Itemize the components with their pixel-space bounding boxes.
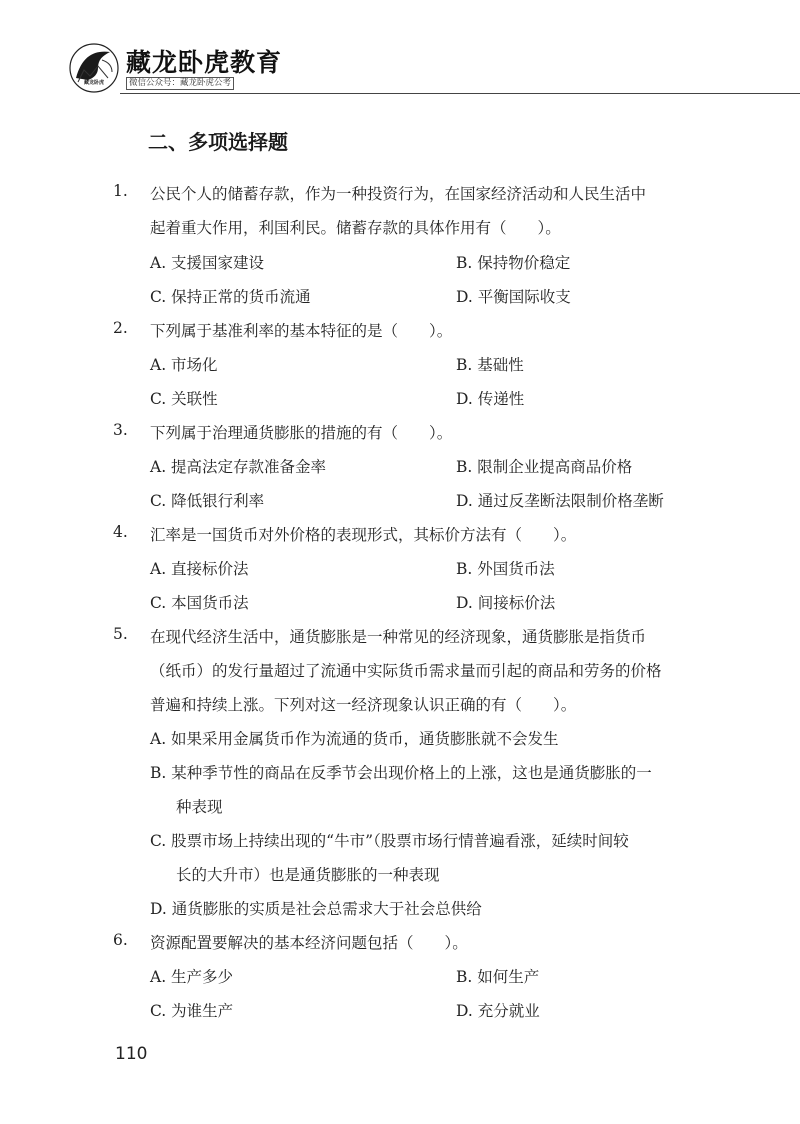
page-number: 110 [115,1044,148,1064]
question-number: 5. [113,625,128,643]
question-text-line: 起着重大作用，利国利民。储蓄存款的具体作用有（ ）。 [150,219,561,237]
option-b: B. 外国货币法 [456,560,555,578]
question-number: 3. [113,421,128,439]
question-text-line: 普遍和持续上涨。下列对这一经济现象认识正确的有（ ）。 [150,696,577,714]
option-a: A. 市场化 [150,356,218,374]
option-a: A. 生产多少 [150,968,234,986]
option-c: C. 股票市场上持续出现的“牛市”（股票市场行情普遍看涨，延续时间较 [150,832,629,850]
option-d: D. 通过反垄断法限制价格垄断 [456,492,664,510]
question-number: 1. [113,182,128,200]
logo-caption: 藏龙卧虎 [83,80,104,86]
option-b: B. 某种季节性的商品在反季节会出现价格上的上涨，这也是通货膨胀的一 [150,764,652,782]
question-text-line: 资源配置要解决的基本经济问题包括（ ）。 [150,934,468,952]
option-b-continued: 种表现 [176,798,223,816]
option-d: D. 平衡国际收支 [456,288,571,306]
question-number: 4. [113,523,128,541]
question-number: 6. [113,931,128,949]
option-b: B. 基础性 [456,356,524,374]
header-divider [120,93,800,94]
brand-name: 藏龙卧虎教育 [126,48,283,77]
option-a: A. 如果采用金属货币作为流通的货币，通货膨胀就不会发生 [150,730,559,748]
option-d: D. 传递性 [456,390,525,408]
option-c: C. 本国货币法 [150,594,249,612]
question-text-line: 汇率是一国货币对外价格的表现形式，其标价方法有（ ）。 [150,526,577,544]
option-c: C. 为谁生产 [150,1002,234,1020]
option-a: A. 提高法定存款准备金率 [150,458,327,476]
option-b: B. 如何生产 [456,968,540,986]
question-number: 2. [113,319,128,337]
section-title: 二、多项选择题 [148,130,288,154]
question-text-line: （纸币）的发行量超过了流通中实际货币需求量而引起的商品和劳务的价格 [150,662,662,680]
option-d: D. 间接标价法 [456,594,556,612]
option-b: B. 保持物价稳定 [456,254,571,272]
question-text-line: 下列属于基准利率的基本特征的是（ ）。 [150,322,453,340]
option-c-continued: 长的大升市）也是通货膨胀的一种表现 [176,866,440,884]
brand-subtitle: 微信公众号：藏龙卧虎公考 [126,77,234,90]
option-d: D. 充分就业 [456,1002,540,1020]
option-d: D. 通货膨胀的实质是社会总需求大于社会总供给 [150,900,482,918]
option-c: C. 保持正常的货币流通 [150,288,311,306]
page-header [0,0,800,100]
option-c: C. 关联性 [150,390,218,408]
question-text-line: 下列属于治理通货膨胀的措施的有（ ）。 [150,424,453,442]
option-a: A. 直接标价法 [150,560,249,578]
question-text-line: 在现代经济生活中，通货膨胀是一种常见的经济现象，通货膨胀是指货币 [150,628,647,646]
question-text-line: 公民个人的储蓄存款，作为一种投资行为，在国家经济活动和人民生活中 [150,185,647,203]
brand-logo-icon [68,42,120,94]
option-c: C. 降低银行利率 [150,492,265,510]
option-b: B. 限制企业提高商品价格 [456,458,633,476]
option-a: A. 支援国家建设 [150,254,265,272]
